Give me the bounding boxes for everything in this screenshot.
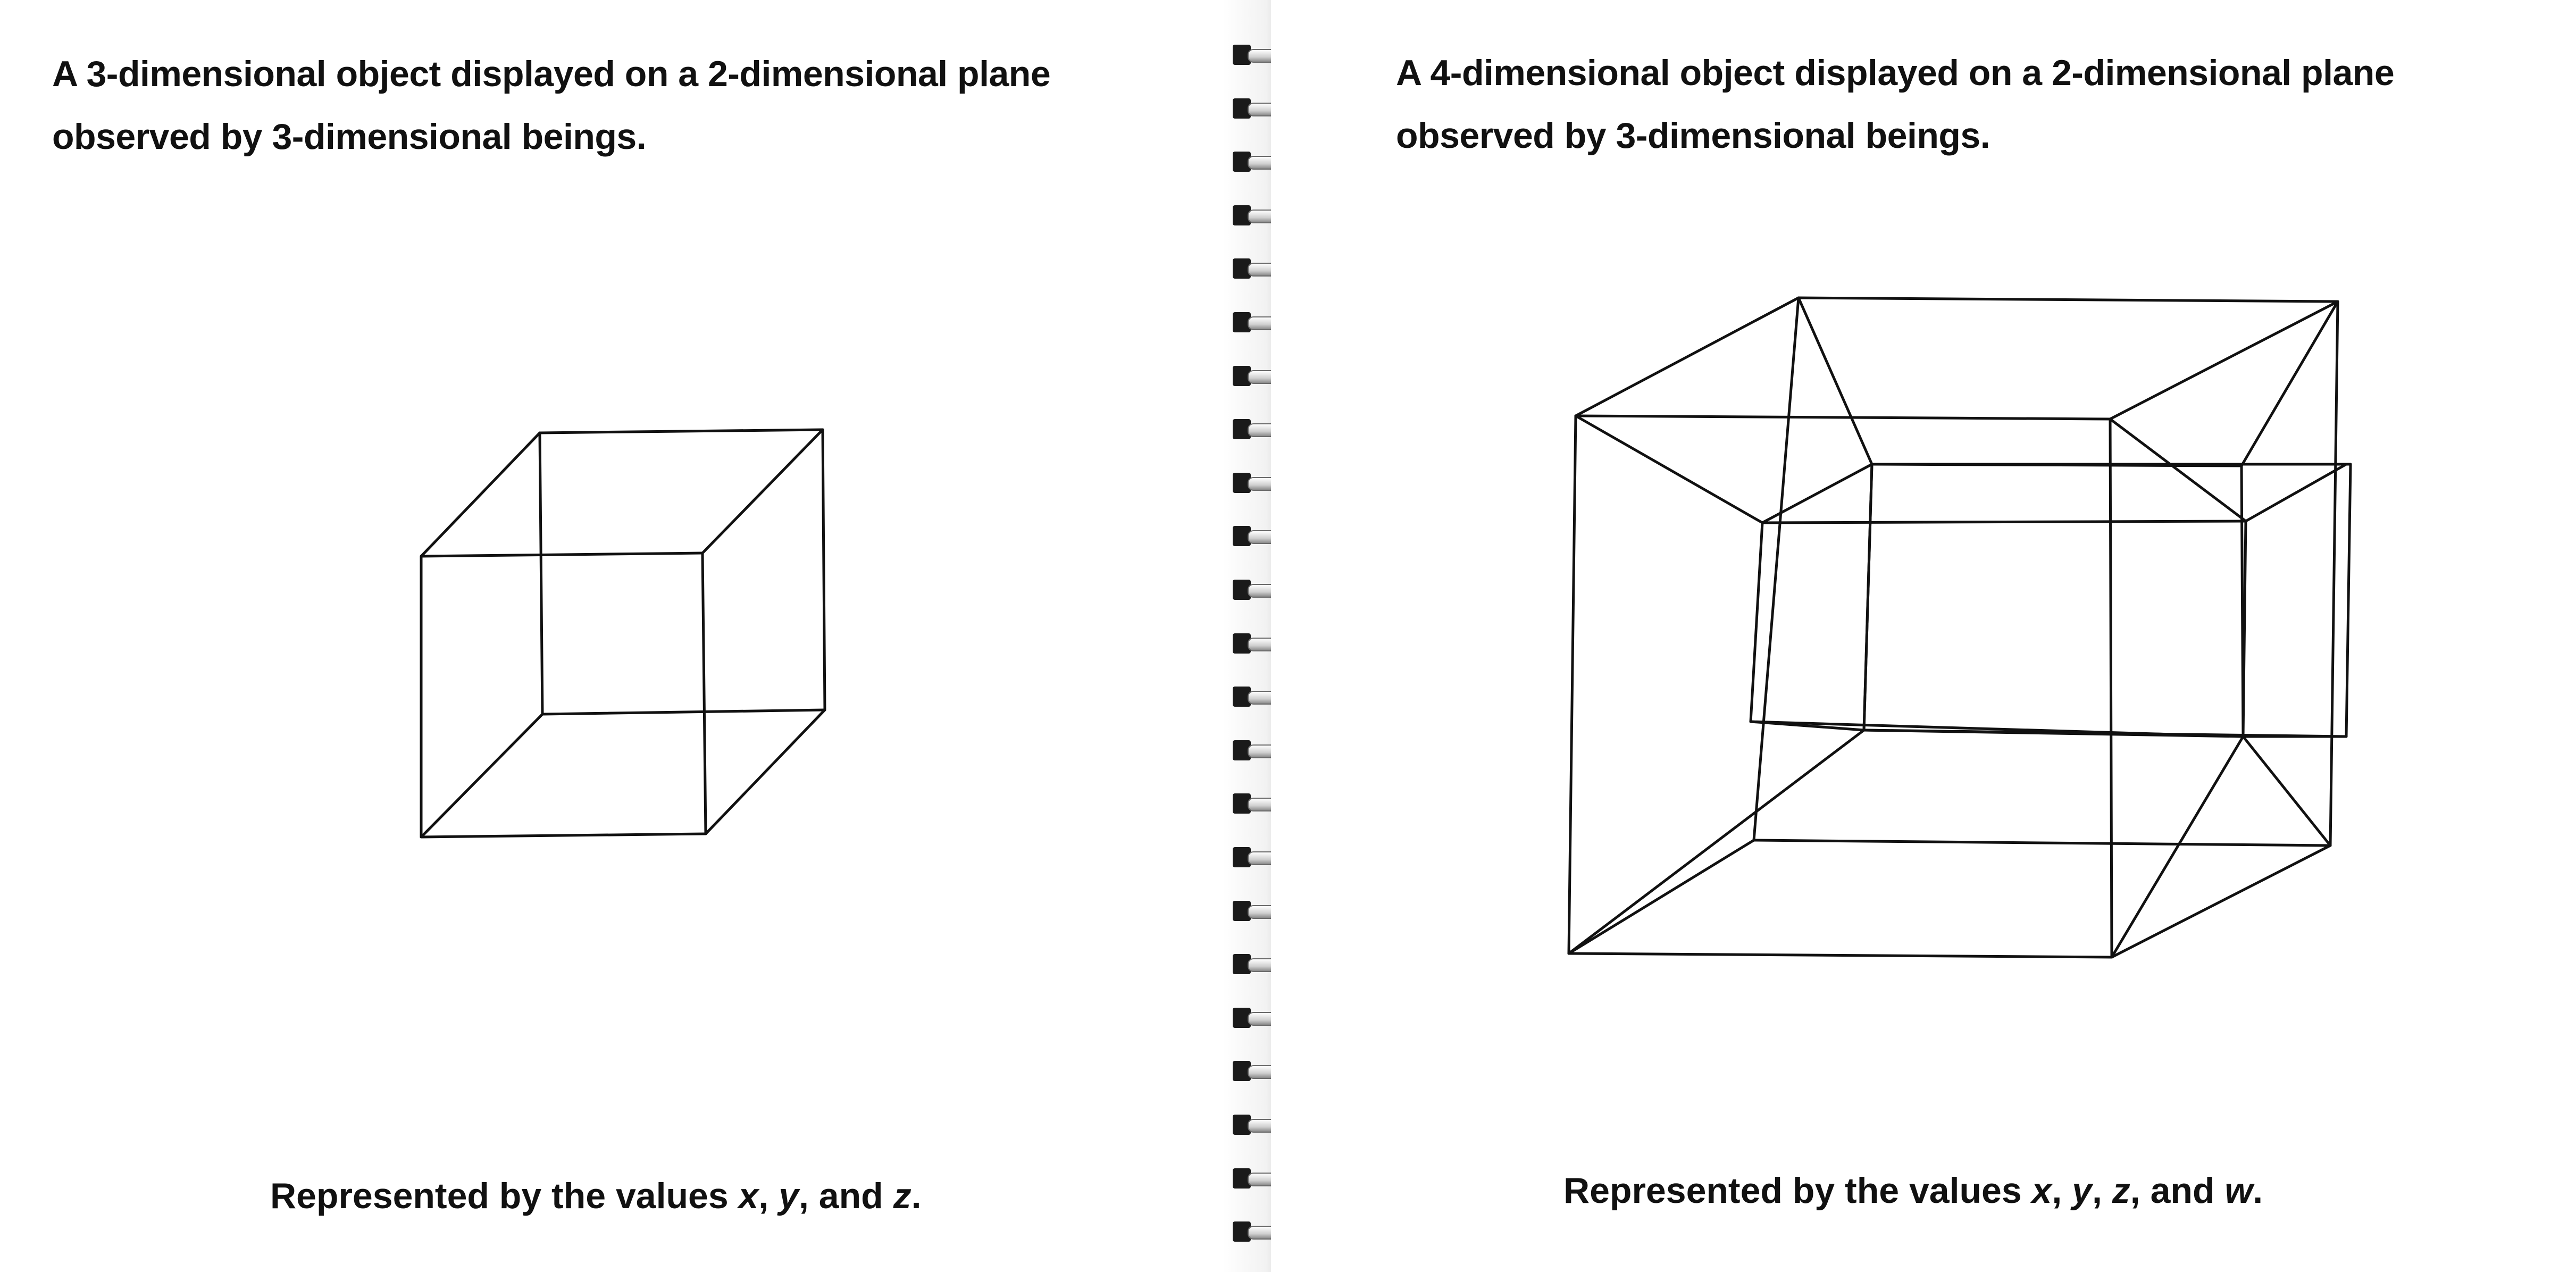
tesseract-edge <box>2330 302 2338 846</box>
tesseract-edge <box>1569 840 1754 953</box>
tesseract-edge <box>2346 464 2351 737</box>
tesseract-edge <box>1762 521 2246 523</box>
cube-edge <box>706 710 825 834</box>
right-heading-line-2: observed by 3-dimensional beings. <box>1396 115 1990 156</box>
var-w: w <box>2224 1170 2253 1211</box>
right-heading-line-1: A 4-dimensional object displayed on a 2-dimensional plane <box>1396 53 2395 93</box>
cube-edge <box>421 834 706 837</box>
tesseract-edge <box>1754 840 2330 846</box>
var-x: x <box>738 1176 759 1216</box>
tesseract-edge <box>1799 298 2338 302</box>
tesseract-edge <box>2246 464 2346 521</box>
tesseract-edge <box>1569 416 1576 953</box>
cube-edge <box>702 553 706 834</box>
left-page <box>0 0 1234 1272</box>
tesseract-edge <box>1872 464 2242 466</box>
tesseract-edge <box>1576 416 2110 419</box>
tesseract-edge <box>1576 416 1762 523</box>
cube-edge <box>421 714 542 837</box>
tesseract-edge <box>1751 523 1762 722</box>
left-heading-line-1: A 3-dimensional object displayed on a 2-dimensional plane <box>52 54 1051 94</box>
tesseract-edge <box>1762 464 1872 523</box>
var-x: x <box>2031 1170 2052 1211</box>
tesseract-edge <box>2110 419 2112 957</box>
var-y: y <box>779 1176 799 1216</box>
right-page-caption: Represented by the values x, y, z, and w. <box>1563 1170 2263 1211</box>
cube-edge <box>702 430 823 553</box>
cube-edge <box>421 553 702 556</box>
cube-edge <box>421 433 540 556</box>
cube-edge <box>540 433 542 714</box>
left-heading-line-2: observed by 3-dimensional beings. <box>52 116 647 157</box>
var-y: y <box>2072 1170 2092 1211</box>
right-page-heading <box>1396 41 2394 167</box>
cube-edge <box>542 710 825 714</box>
tesseract-edge <box>2110 419 2246 521</box>
var-z: z <box>2112 1170 2130 1211</box>
cube-edge <box>540 430 823 433</box>
left-page-caption: Represented by the values x, y, and z. <box>270 1176 922 1216</box>
tesseract-edge <box>1799 298 1872 464</box>
left-page-heading <box>52 43 1050 168</box>
tesseract-edge <box>1864 464 1872 730</box>
tesseract-edge <box>2242 466 2243 737</box>
tesseract-wireframe-figure <box>1563 292 2345 968</box>
cube-edge <box>823 430 825 710</box>
tesseract-edge <box>1569 953 2112 957</box>
tesseract-edge <box>1576 298 1799 416</box>
cube-wireframe-figure <box>415 425 830 851</box>
var-z: z <box>893 1176 911 1216</box>
tesseract-edge <box>2243 737 2330 846</box>
right-page <box>1271 0 2576 1272</box>
